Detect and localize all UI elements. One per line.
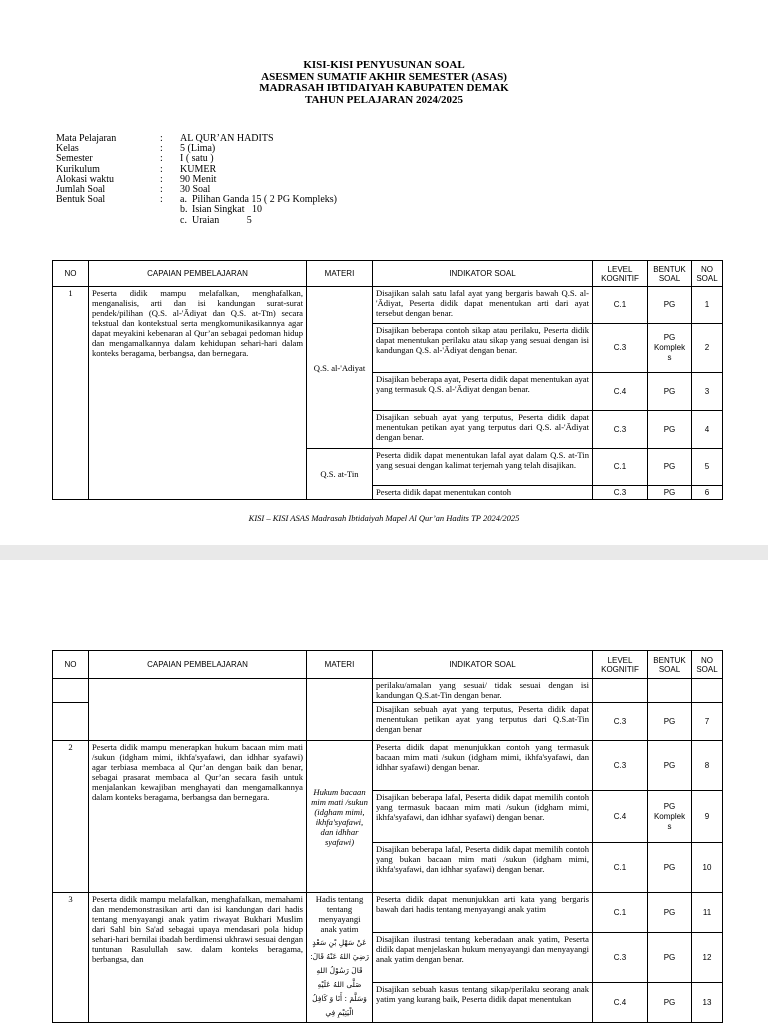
col-header-level: LEVEL KOGNITIF [593,261,648,287]
indikator-cell: perilaku/amalan yang sesuai/ tidak sesuai dengan isi kandungan Q.S.at-Tin dengan benar. [373,679,593,703]
document-page-2 [0,560,768,1024]
row-number: 3 [53,893,89,1023]
info-value: KUMER [180,163,217,175]
row-number: 1 [53,287,89,500]
bentuk-cell: PG [648,411,692,449]
info-label: Kurikulum [56,163,100,175]
info-label: Mata Pelajaran [56,133,117,144]
row-number: 2 [53,741,89,893]
kisi-kisi-table-2 [52,650,723,1023]
info-value: I ( satu ) [180,153,214,165]
nosoal-cell: 2 [692,324,723,373]
indikator-cell: Peserta didik dapat menunjukkan contoh yang termasuk bacaan mim mati /sukun (idgham mimi, ikhfa'syafawi, dan idhhar syafawi) dengan benar. [373,741,593,791]
level-cell: C.4 [593,983,648,1023]
indikator-cell: Disajikan sebuah ayat yang terputus, Peserta didik dapat menentukan petikan ayat yang terputus dari Q.S.at-Tin dengan benar [373,703,593,741]
capaian-text: Peserta didik mampu melafalkan, menghafalkan, memahami dan mendemonstrasikan arti dan isi kandungan dari hadis tentang menyayangi anak yatim riwayat Bukhari Muslim dari Sahl bin Sa'ad sebagai upaya mendasari pola hidup sehari-hari bernilai ibadah berdimensi ukhrawi sesuai dengan tuntunan Rasulullah saw. dalam konteks beragama, berbangsa, dan [89,893,307,1023]
info-colon: : [160,194,163,206]
table-row [53,287,723,324]
level-cell: C.4 [593,373,648,411]
subject-info [56,134,337,226]
info-label: Bentuk Soal [56,194,106,206]
info-colon: : [160,184,163,196]
col-header-bentuk: BENTUK SOAL [648,261,692,287]
bentuk-cell: PG [648,287,692,324]
info-row-bentuk [56,195,337,226]
title-line-1: KISI-KISI PENYUSUNAN SOAL [303,59,465,71]
option-text: Uraian 5 [192,214,252,226]
row-number [53,703,89,741]
nosoal-cell: 6 [692,486,723,500]
col-header-no: NO [53,261,89,287]
header-row [53,261,723,287]
nosoal-cell: 10 [692,843,723,893]
capaian-text: Peserta didik mampu menerapkan hukum bacaan mim mati /sukun (idgham mimi, ikhfa'syafawi, dan idhhar syafawi) agar terbiasa membaca al Qur’an dengan baik dan benar, sebagai prasarat membaca al Qur’an secara fasih untuk menjalankan kewajiban menghayati dan mengamalkannya dalam konteks beragama, berbangsa dan bernegara. [89,741,307,893]
table-row [53,893,723,933]
col-header-nosoal: NO SOAL [692,651,723,679]
materi-cell [307,893,373,1023]
bentuk-cell [648,679,692,703]
materi-cell: Q.S. at-Tin [307,449,373,500]
nosoal-cell: 7 [692,703,723,741]
level-cell: C.3 [593,324,648,373]
bentuk-cell: PG [648,843,692,893]
level-cell: C.1 [593,893,648,933]
indikator-cell: Disajikan beberapa lafal, Peserta didik dapat memilih contoh yang termasuk bacaan mim mati /sukun (idgham mimi, ikhfa'syafawi, dan idhhar syafawi) dengan benar. [373,791,593,843]
col-header-nosoal: NO SOAL [692,261,723,287]
bentuk-cell: PG [648,933,692,983]
col-header-capaian: CAPAIAN PEMBELAJARAN [89,651,307,679]
col-header-indikator: INDIKATOR SOAL [373,261,593,287]
option-letter: a. [180,194,187,206]
indikator-cell: Disajikan sebuah kasus tentang sikap/perilaku seorang anak yatim yang kurang baik, Peserta didik dapat menentukan [373,983,593,1023]
col-header-level: LEVEL KOGNITIF [593,651,648,679]
info-label: Alokasi waktu [56,173,115,185]
option-text: Isian Singkat 10 [192,204,262,216]
level-cell: C.4 [593,791,648,843]
level-cell: C.1 [593,449,648,486]
col-header-materi: MATERI [307,261,373,287]
info-colon: : [160,143,163,155]
info-value: AL QUR’AN HADITS [180,133,274,144]
info-colon: : [160,173,163,185]
info-label: Jumlah Soal [56,184,106,196]
info-colon: : [160,133,163,144]
title-line-3: MADRASAH IBTIDAIYAH KABUPATEN DEMAK [259,82,509,94]
info-label: Kelas [56,143,79,155]
option-letter: b. [180,204,188,216]
option-text: Pilihan Ganda 15 ( 2 PG Kompleks) [192,194,337,206]
bentuk-cell: PG Komplek s [648,324,692,373]
nosoal-cell: 1 [692,287,723,324]
bentuk-cell: PG [648,449,692,486]
option-letter: c. [180,214,187,226]
capaian-text [89,679,307,741]
nosoal-cell: 8 [692,741,723,791]
col-header-materi: MATERI [307,651,373,679]
level-cell: C.1 [593,287,648,324]
indikator-cell: Disajikan ilustrasi tentang keberadaan anak yatim, Peserta didik dapat menjelaskan hukum menyayangi dan menyayangi anak yatim dengan benar. [373,933,593,983]
title-line-2: ASESMEN SUMATIF AKHIR SEMESTER (ASAS) [261,70,507,83]
bentuk-cell: PG [648,486,692,500]
bentuk-cell: PG Komplek s [648,791,692,843]
bentuk-cell: PG [648,373,692,411]
document-title [0,60,768,106]
bentuk-cell: PG [648,703,692,741]
info-value: 90 Menit [180,173,217,185]
bentuk-option [180,216,337,226]
level-cell: C.3 [593,933,648,983]
nosoal-cell [692,679,723,703]
materi-cell: Hukum bacaan mim mati /sukun (idgham mimi, ikhfa'syafawi, dan idhhar syafawi) [307,741,373,893]
page-separator [0,545,768,560]
indikator-cell: Disajikan beberapa ayat, Peserta didik dapat menentukan ayat yang termasuk Q.S. al-'Ādiyat dengan benar. [373,373,593,411]
col-header-bentuk: BENTUK SOAL [648,651,692,679]
indikator-cell: Disajikan beberapa lafal, Peserta didik dapat memilih contoh yang bukan bacaan mim mati /sukun (idgham mimi, ikhfa'syafawi, dan idhhar syafawi) dengan benar. [373,843,593,893]
nosoal-cell: 11 [692,893,723,933]
nosoal-cell: 9 [692,791,723,843]
capaian-text: Peserta didik mampu melafalkan, menghafalkan, menganalisis, arti dan isi kandungan surat-surat pendek/pilihan (Q.S. al-'Ādiyat dan Q.S. at-Tīn) secara tekstual dan kontekstual serta mengkomunikasikannya agar dapat meyakini kebenaran al Qur’an sebagai pedoman hidup dan mengamalkannya dalam kehidupan sehari-hari dalam konteks beragama, berbangsa, dan bernegara. [89,287,307,500]
table-row [53,741,723,791]
info-colon: : [160,163,163,175]
indikator-cell: Peserta didik dapat menunjukkan arti kata yang bergaris bawah dari hadis tentang menyayangi anak yatim [373,893,593,933]
indikator-cell: Disajikan sebuah ayat yang terputus, Peserta didik dapat menentukan petikan ayat yang terputus dari Q.S. al-'Ādiyat dengan benar. [373,411,593,449]
info-value: 5 (Lima) [180,143,216,155]
indikator-cell: Disajikan beberapa contoh sikap atau perilaku, Peserta didik dapat menentukan perilaku atau sikap yang sesuai dengan isi kandungan Q.S. al-'Ādiyat dengan benar. [373,324,593,373]
info-colon: : [160,153,163,165]
nosoal-cell: 3 [692,373,723,411]
indikator-cell: Disajikan salah satu lafal ayat yang bergaris bawah Q.S. al-'Ādiyat, Peserta didik dapat menentukan arti dari ayat tersebut dengan benar. [373,287,593,324]
col-header-capaian: CAPAIAN PEMBELAJARAN [89,261,307,287]
bentuk-cell: PG [648,893,692,933]
kisi-kisi-table-1 [52,260,723,500]
materi-title: Hadis tentang tentang menyayangi anak yatim [315,894,364,934]
bentuk-cell: PG [648,741,692,791]
nosoal-cell: 12 [692,933,723,983]
nosoal-cell: 4 [692,411,723,449]
indikator-cell: Peserta didik dapat menentukan lafal ayat dalam Q.S. at-Tin yang sesuai dengan kalimat terjemah yang telah disajikan. [373,449,593,486]
title-line-4: TAHUN PELAJARAN 2024/2025 [304,93,464,106]
materi-cell: Q.S. al-'Adiyat [307,287,373,449]
page-footer: KISI – KISI ASAS Madrasah Ibtidaiyah Mapel Al Qur’an Hadits TP 2024/2025 [248,513,520,523]
header-row [53,651,723,679]
nosoal-cell: 13 [692,983,723,1023]
info-value: 30 Soal [180,184,211,196]
level-cell: C.1 [593,843,648,893]
level-cell: C.3 [593,411,648,449]
nosoal-cell: 5 [692,449,723,486]
level-cell [593,679,648,703]
level-cell: C.3 [593,703,648,741]
hadith-arabic-text: عَنْ سَهْلِ بْنِ سَعْدٍ رَضِيَ اللهُ عَنْهُ قَالَ: قَالَ رَسُوْلُ اللهِ صَلَّى اللهُ عَلَيْهِ وَسَلَّمَ : أَنَا وَ كَافِلُ الْيَتِيْمِ فِي [310,938,369,1017]
col-header-no: NO [53,651,89,679]
level-cell: C.3 [593,486,648,500]
bentuk-cell: PG [648,983,692,1023]
col-header-indikator: INDIKATOR SOAL [373,651,593,679]
indikator-cell: Peserta didik dapat menentukan contoh [373,486,593,500]
row-number [53,679,89,703]
materi-cell [307,679,373,741]
info-label: Semester [56,153,93,165]
table-row [53,679,723,703]
bentuk-options [180,195,337,226]
level-cell: C.3 [593,741,648,791]
